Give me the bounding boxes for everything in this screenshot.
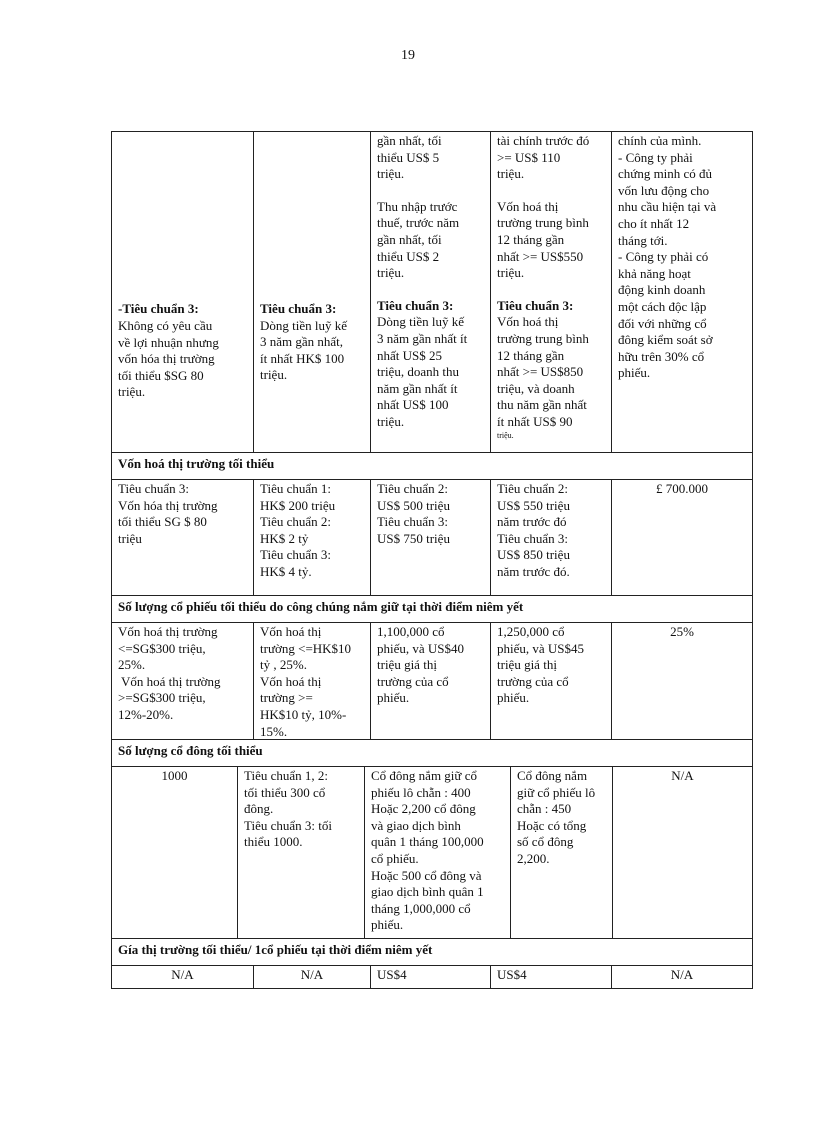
line: Cổ đông nắm giữ cổ xyxy=(371,768,477,783)
line: US$4 xyxy=(497,967,527,982)
line: HK$ 4 tỷ. xyxy=(260,563,312,579)
market-cap-nyse xyxy=(370,480,490,595)
line: >= US$ 110 xyxy=(497,149,561,165)
line: chính của mình. xyxy=(618,133,702,148)
small-note: triệu. xyxy=(497,430,514,440)
line: >=SG$300 triệu, xyxy=(118,690,206,706)
line: Không có yêu cầu xyxy=(118,318,213,334)
line: số cổ đông xyxy=(517,834,574,850)
line: 25% xyxy=(670,624,694,639)
criteria-3-row xyxy=(112,132,752,452)
market-cap-section-title: Vốn hoá thị trường tối thiểu xyxy=(118,456,275,471)
sgx-criteria-3-heading: -Tiêu chuẩn 3: xyxy=(118,301,199,317)
line: triệu giá thị xyxy=(377,657,437,673)
line: phiếu. xyxy=(618,365,651,381)
line: 25%. xyxy=(118,657,146,673)
nasdaq-criteria-3-heading: Tiêu chuẩn 3: xyxy=(497,297,574,313)
line: thiểu US$ 5 xyxy=(377,149,440,165)
section-header-row xyxy=(112,452,752,479)
nyse-criteria-cell xyxy=(370,132,490,452)
shareholders-section-title: Số lượng cổ đông tối thiểu xyxy=(118,743,263,758)
line: 3 năm gần nhất ít xyxy=(377,330,468,346)
line: tài chính trước đó xyxy=(497,133,590,148)
public-float-nyse xyxy=(370,623,490,739)
line: phiếu lô chẵn : 400 xyxy=(371,784,471,800)
line: Vốn hoá thị xyxy=(497,198,559,214)
line: Cổ đông nắm xyxy=(517,768,588,783)
public-float-sgx xyxy=(112,623,253,739)
line: 15%. xyxy=(260,723,288,739)
line: tối thiểu $SG 80 xyxy=(118,367,204,383)
line: tối thiểu 300 cổ xyxy=(244,784,326,800)
line: cổ phiếu. xyxy=(371,850,419,866)
line: năm trước đó. xyxy=(497,563,570,579)
line: 3 năm gần nhất, xyxy=(260,334,344,350)
public-float-row xyxy=(112,622,752,739)
min-price-lse xyxy=(611,966,752,988)
line: Hoặc 2,200 cổ đông xyxy=(371,801,476,817)
line: tối thiểu SG $ 80 xyxy=(118,514,207,530)
line: Vốn hóa thị trường xyxy=(118,497,218,513)
line: 2,200. xyxy=(517,850,550,866)
shareholders-row xyxy=(112,766,752,938)
line: thiểu 1000. xyxy=(244,834,303,850)
public-float-lse xyxy=(611,623,752,739)
line: 1,100,000 cổ xyxy=(377,624,445,639)
line: phiếu, và US$40 xyxy=(377,640,465,656)
line: 12 tháng gần xyxy=(497,231,565,247)
line: Vốn hoá thị trường xyxy=(118,624,218,639)
public-float-nasdaq xyxy=(490,623,611,739)
line: vốn lưu động cho xyxy=(618,182,710,198)
line: Vốn hoá thị xyxy=(497,314,559,330)
line: về lợi nhuận nhưng xyxy=(118,334,219,350)
shareholders-hkex xyxy=(237,767,364,938)
line: Tiêu chuẩn 2: xyxy=(497,481,569,496)
line: phiếu. xyxy=(377,690,410,706)
line: Tiêu chuẩn 3: xyxy=(377,514,449,530)
line: triệu giá thị xyxy=(497,657,557,673)
line: trường <=HK$10 xyxy=(260,640,352,656)
line: phiếu, và US$45 xyxy=(497,640,585,656)
public-float-section-title: Số lượng cổ phiếu tối thiểu do công chúng nắm giữ tại thời điểm niêm yết xyxy=(118,599,524,614)
market-cap-lse xyxy=(611,480,752,595)
line: 1,250,000 cổ xyxy=(497,624,565,639)
sgx-criteria-3-cell xyxy=(112,132,253,452)
line: Vốn hoá thị trường xyxy=(118,673,221,689)
line: triệu. xyxy=(497,166,525,182)
min-price-section-title: Gía thị trường tối thiểu/ 1cổ phiếu tại thời điểm niêm yết xyxy=(118,942,433,957)
line: N/A xyxy=(300,967,324,982)
line: N/A xyxy=(671,768,694,783)
line: gần nhất, tối xyxy=(377,133,442,148)
line: trường >= xyxy=(260,690,313,706)
line: triệu. xyxy=(377,166,405,182)
line: Thu nhập trước xyxy=(377,198,458,214)
line: chứng minh có đủ xyxy=(618,166,713,182)
section-header-row xyxy=(112,938,752,965)
line: Hoặc 500 cổ đông và xyxy=(371,867,482,883)
market-cap-sgx xyxy=(112,480,253,595)
line: Vốn hoá thị xyxy=(260,673,322,689)
min-price-hkex xyxy=(253,966,370,988)
line: phiếu. xyxy=(371,917,404,933)
line: triệu. xyxy=(377,413,405,429)
line: Tiêu chuẩn 3: xyxy=(118,481,190,496)
hkex-criteria-3-cell xyxy=(253,132,370,452)
line: nhất US$ 25 xyxy=(377,347,442,363)
line: N/A xyxy=(171,967,194,982)
line: Tiêu chuẩn 3: xyxy=(260,547,332,563)
line: Tiêu chuẩn 1: xyxy=(260,481,332,496)
line: trường trung bình xyxy=(497,215,589,231)
line: gần nhất, tối xyxy=(377,231,442,247)
section-header-row xyxy=(112,595,752,622)
line: triệu. xyxy=(497,265,525,281)
line: Tiêu chuẩn 2: xyxy=(260,514,332,530)
min-price-nasdaq xyxy=(490,966,611,988)
line: US$ 850 triệu xyxy=(497,547,570,563)
line: US$4 xyxy=(377,967,407,982)
shareholders-nyse xyxy=(364,767,510,938)
line: Vốn hoá thị xyxy=(260,624,322,639)
lse-criteria-cell xyxy=(611,132,752,452)
line: triệu. xyxy=(118,384,146,400)
line: chẵn : 450 xyxy=(517,801,572,817)
line: HK$ 200 triệu xyxy=(260,497,336,513)
market-cap-row xyxy=(112,479,752,595)
line: 12%-20%. xyxy=(118,706,174,722)
line: tháng 1,000,000 cổ xyxy=(371,900,471,916)
line: đông kiểm soát sở xyxy=(618,332,713,348)
line: £ 700.000 xyxy=(656,481,708,496)
line: Tiêu chuẩn 3: tối xyxy=(244,817,332,833)
line: triệu. xyxy=(377,265,405,281)
market-cap-nasdaq xyxy=(490,480,611,595)
line: - Công ty phải xyxy=(618,149,693,165)
line: khả năng hoạt xyxy=(618,265,691,281)
line: HK$10 tỷ, 10%- xyxy=(260,706,347,722)
public-float-hkex xyxy=(253,623,370,739)
line: thuế, trước năm xyxy=(377,215,460,231)
shareholders-nasdaq xyxy=(510,767,612,938)
line: Hoặc có tổng xyxy=(517,817,587,833)
line: cho ít nhất 12 xyxy=(618,215,690,231)
line: ít nhất US$ 90 xyxy=(497,413,573,429)
line: giữ cổ phiếu lô xyxy=(517,784,596,800)
line: US$ 500 triệu xyxy=(377,497,450,513)
page-number: 19 xyxy=(401,48,415,63)
line: tháng tới. xyxy=(618,232,668,248)
line: triệu, và doanh xyxy=(497,380,575,396)
line: nhất >= US$550 xyxy=(497,248,584,264)
line: thiểu US$ 2 xyxy=(377,248,440,264)
line: nhất >= US$850 xyxy=(497,364,584,380)
line: triệu. xyxy=(260,367,288,383)
shareholders-sgx xyxy=(112,767,237,938)
line: năm trước đó xyxy=(497,514,567,530)
line: đông. xyxy=(244,801,274,817)
market-cap-hkex xyxy=(253,480,370,595)
min-price-nyse xyxy=(370,966,490,988)
shareholders-lse xyxy=(612,767,752,938)
listing-criteria-table xyxy=(111,131,753,989)
line: HK$ 2 tỷ xyxy=(260,530,309,546)
line: Dòng tiền luỹ kế xyxy=(377,314,465,330)
line: nhất US$ 100 xyxy=(377,397,449,413)
line: US$ 750 triệu xyxy=(377,530,450,546)
line: triệu xyxy=(118,530,142,546)
line: 1000 xyxy=(161,768,188,783)
line: N/A xyxy=(670,967,694,982)
section-header-row xyxy=(112,739,752,766)
line: US$ 550 triệu xyxy=(497,497,570,513)
line: <=SG$300 triệu, xyxy=(118,640,206,656)
line: tỷ , 25%. xyxy=(260,657,307,673)
line: 12 tháng gần xyxy=(497,347,565,363)
line: giao dịch bình quân 1 xyxy=(371,884,484,900)
line: đối với những cổ xyxy=(618,315,707,331)
line: Tiêu chuẩn 1, 2: xyxy=(244,768,329,783)
line: quân 1 tháng 100,000 xyxy=(371,834,484,850)
line: Tiêu chuẩn 2: xyxy=(377,481,449,496)
line: phiếu. xyxy=(497,690,530,706)
line: triệu, doanh thu xyxy=(377,364,459,380)
line: trường trung bình xyxy=(497,330,589,346)
min-price-sgx xyxy=(112,966,253,988)
line: - Công ty phải có xyxy=(618,249,709,265)
line: hữu trên 30% cổ xyxy=(618,348,705,364)
nyse-criteria-3-heading: Tiêu chuẩn 3: xyxy=(377,297,454,313)
line: động kinh doanh xyxy=(618,282,706,298)
hkex-criteria-3-heading: Tiêu chuẩn 3: xyxy=(260,301,337,317)
line: trường của cổ xyxy=(377,673,449,689)
line: và giao dịch bình xyxy=(371,817,461,833)
line: Tiêu chuẩn 3: xyxy=(497,530,569,546)
line: thu năm gần nhất xyxy=(497,397,587,413)
line: ít nhất HK$ 100 xyxy=(260,350,345,366)
line: vốn hóa thị trường xyxy=(118,351,215,367)
line: nhu cầu hiện tại và xyxy=(618,199,717,215)
line: một cách độc lập xyxy=(618,298,707,314)
min-price-row xyxy=(112,965,752,988)
line: Dòng tiền luỹ kế xyxy=(260,317,348,333)
line: năm gần nhất ít xyxy=(377,380,458,396)
line: trường của cổ xyxy=(497,673,569,689)
nasdaq-criteria-cell xyxy=(490,132,611,452)
